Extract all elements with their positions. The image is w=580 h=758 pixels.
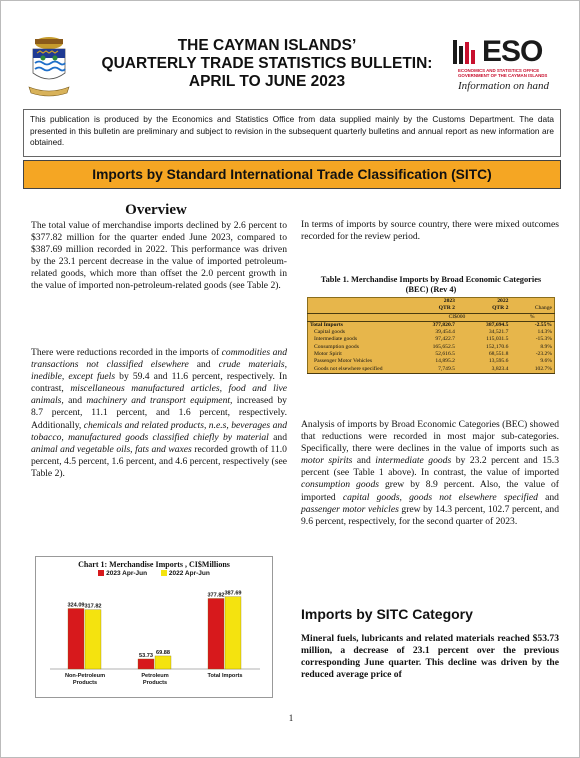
eso-letters: ESO: [482, 35, 543, 68]
bar-2022-2: [225, 597, 241, 669]
bar-value-label: 377.82: [207, 592, 225, 599]
bec-analysis-paragraph: Analysis of imports by Broad Economic Categories (BEC) showed that reductions were recorded in most major sub-categories. Specifically, there were declines in the value of imports such as motor spirits and intermediate goods by 23.2 percent and 15.3 percent (see Table 1 above). In contrast, the value of imported consumption goods grew by 8.9 percent. Also, the value of imported capital goods, goods not elsewhere specified and passenger motor vehicles grew by 14.3 percent, 102.7 percent, and 9.6 percent, respectively, for the second quarter of 2023.: [301, 419, 560, 527]
bar-value-label: 53.73: [139, 652, 153, 659]
chart-plot: [36, 557, 274, 699]
bar-2022-0: [85, 610, 101, 669]
eso-logo-mark: [452, 35, 542, 69]
bar-2023-1: [138, 659, 154, 669]
chart-title: Chart 1: Merchandise Imports , CI$Millions: [78, 560, 230, 569]
bar-value-label: 324.09: [67, 602, 85, 609]
category-label: Petroleum: [141, 673, 169, 679]
table-row: Consumption goods 165,652.5 152,170.6 8.9%: [314, 343, 552, 350]
table-row: Total Imports 377,820.7 387,694.5 -2.55%: [308, 321, 555, 329]
sitc-paragraph: Mineral fuels, lubricants and related materials reached $53.73 million, a decrease of 23.1 percent over the previous corresponding June quarter. This decline was driven by the reduced average price of: [301, 633, 559, 681]
bar-2022-1: [155, 656, 171, 669]
cayman-coat-of-arms-icon: [23, 31, 75, 99]
table-row: Passenger Motor Vehicles 14,895.2 13,595.6 9.6%: [314, 358, 552, 365]
page-number: 1: [288, 713, 294, 723]
table-row: Motor Spirit 52,616.5 68,551.8 -23.2%: [314, 351, 552, 358]
category-label: Products: [72, 680, 98, 686]
category-label: Non-Petroleum: [64, 673, 106, 679]
disclaimer-notice: This publication is produced by the Economics and Statistics Office from data supplied mainly by the Customs Department. The data presented in this bulletin are preliminary and subject to revision in the subsequent quarterly bulletins and annual report as new information are obtained.: [23, 109, 561, 157]
col-change: Change: [510, 305, 554, 313]
eso-bars-icon: [452, 36, 482, 66]
legend-item-2023: 2023 Apr-Jun: [98, 570, 147, 577]
imports-bar-chart: [35, 556, 273, 698]
sitc-heading: Imports by SITC Category: [301, 606, 473, 622]
title-line-1: THE CAYMAN ISLANDS’: [177, 37, 357, 54]
col-2023: 2023: [443, 298, 455, 304]
legend-item-2022: 2022 Apr-Jun: [161, 570, 210, 577]
col-qtr-2023: QTR 2: [404, 305, 457, 313]
table-title: Table 1. Merchandise Imports by Broad Economic Categories (BEC) (Rev 4): [320, 275, 542, 294]
table-units-row: [308, 313, 555, 321]
overview-heading: Overview: [125, 202, 187, 218]
bar-value-label: 387.69: [224, 590, 242, 597]
table-subheader-row: [308, 305, 555, 313]
overview-paragraph-2: There were reductions recorded in the imports of commodities and transactions not classified elsewhere and crude materials, inedible, except fuels by 59.4 and 11.6 percent, respectively. In contrast, miscellaneous manufactured articles, food and live animals, and machinery and transport equipment, increased by 8.7 percent, 11.1 percent, and 1.6 percent, respectively. Additionally, chemicals and related products, n.e.s, beverages and tobacco, manufactured goods classified chiefly by material and animal and vegetable oils, fats and waxes recorded growth of 11.0 percent, 4.5 percent, 1.6 percent, and 4.6 percent, respectively (see Table 2).: [31, 347, 288, 479]
col-2022: 2022: [497, 298, 509, 304]
table-row: Capital goods 39,454.4 34,521.7 14.3%: [314, 329, 552, 336]
bec-imports-table: [307, 297, 555, 374]
bar-value-label: 317.82: [84, 603, 102, 610]
eso-subtitle: ECONOMICS AND STATISTICS OFFICE GOVERNMENT OF THE CAYMAN ISLANDS: [458, 68, 548, 78]
section-banner: Imports by Standard International Trade Classification (SITC): [23, 160, 561, 189]
eso-tagline: Information on hand: [458, 80, 550, 92]
title-line-3: APRIL TO JUNE 2023: [188, 73, 346, 90]
source-country-paragraph: In terms of imports by source country, there were mixed outcomes recorded for the review period.: [301, 219, 559, 243]
bar-value-label: 69.88: [156, 649, 170, 656]
table-row: Intermediate goods 97,422.7 115,031.5 -15.3%: [314, 336, 552, 343]
category-label: Products: [142, 680, 168, 686]
bar-2023-2: [208, 598, 224, 669]
table-row: Goods not elsewhere specified 7,749.5 3,823.4 102.7%: [308, 366, 555, 374]
col-qtr-2022: QTR 2: [457, 305, 510, 313]
units-label: CI$000: [448, 313, 466, 320]
table-header-row: [308, 298, 555, 306]
title-line-2: QUARTERLY TRADE STATISTICS BULLETIN:: [101, 55, 433, 72]
overview-paragraph-1: The total value of merchandise imports declined by 2.6 percent to $377.82 million for the quarter ended June 2023, compared to $387.69 million recorded in 2022. This performance was driven by the 23.1 percent decrease in the value of imported petroleum-related goods, which more than offset the 2.0 percent growth in the value of imported non-petroleum-related goods (see Table 2).: [31, 220, 287, 292]
units-pct: %: [529, 313, 535, 320]
bulletin-title: [87, 37, 447, 91]
bar-2023-0: [68, 609, 84, 669]
eso-logo: [452, 35, 562, 105]
category-label: Total Imports: [207, 673, 243, 679]
